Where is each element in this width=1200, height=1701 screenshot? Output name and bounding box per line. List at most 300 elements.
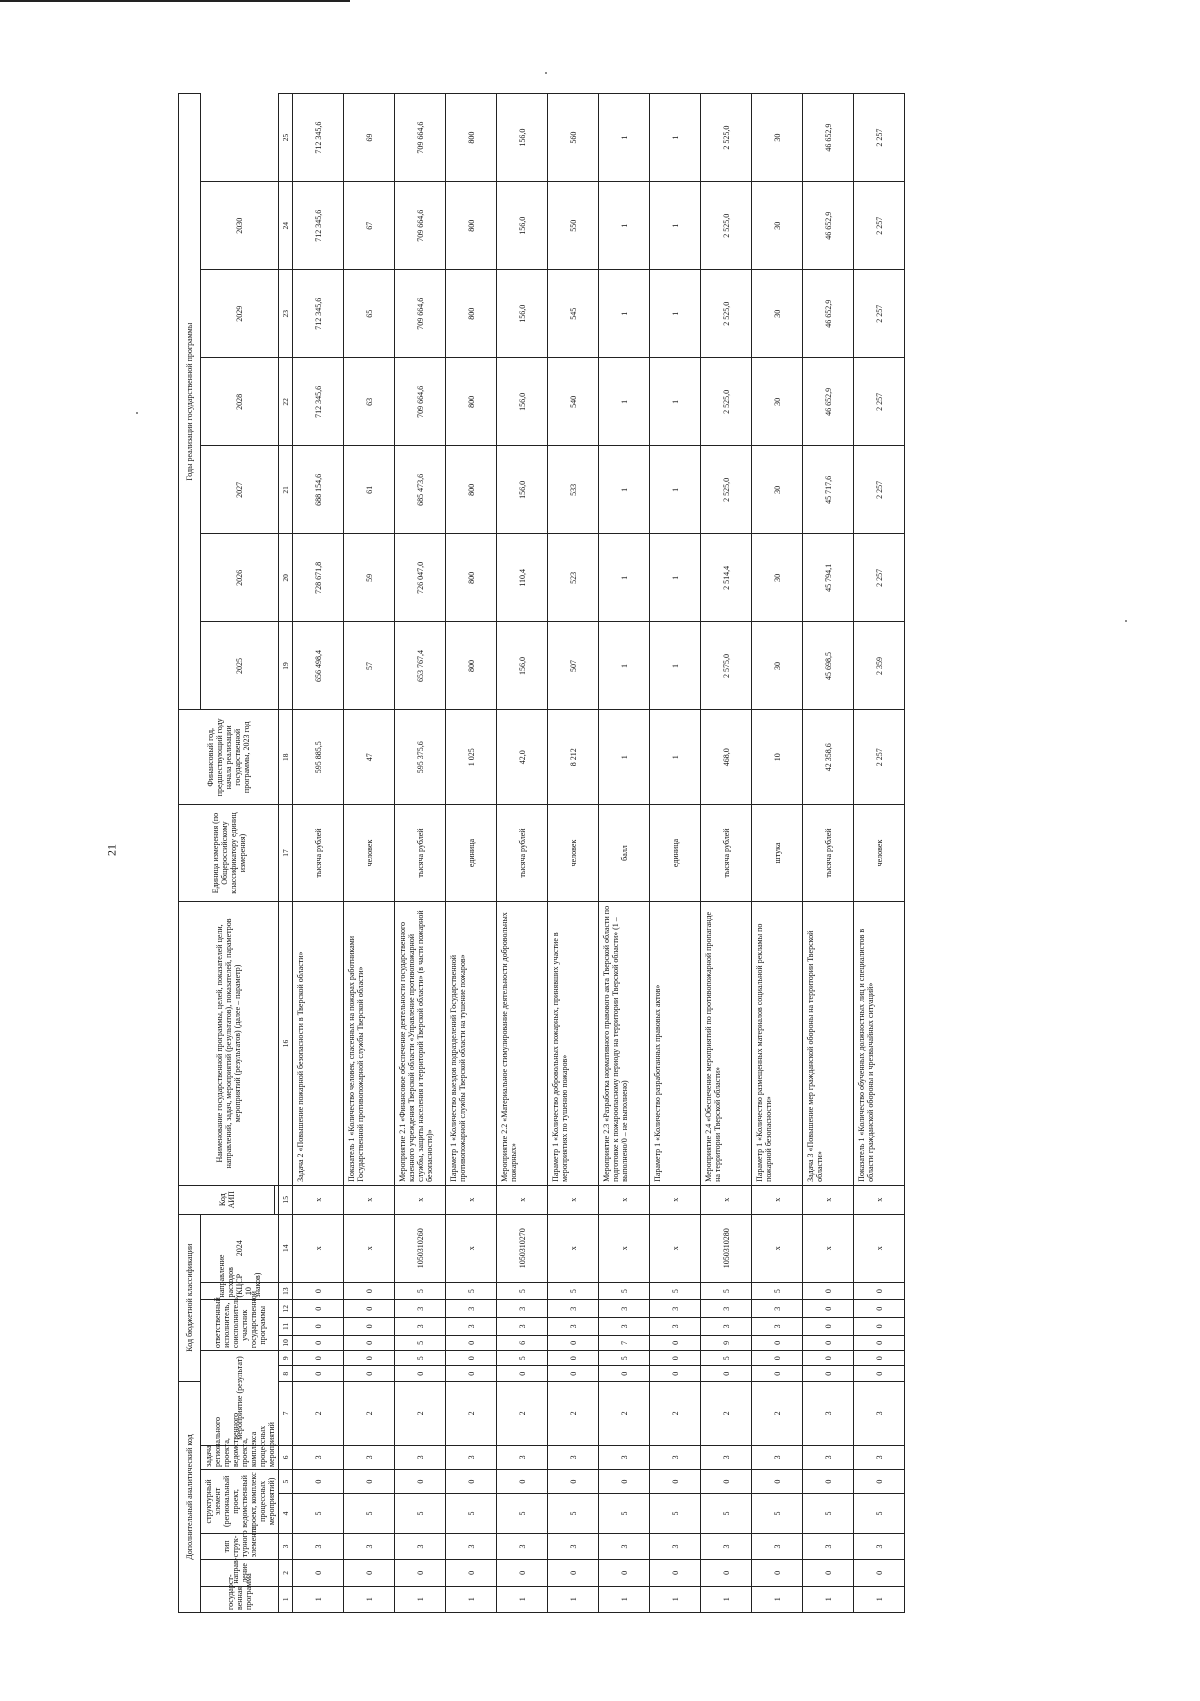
year-value-cell: 30 — [752, 182, 803, 270]
code-cell: 3 — [803, 1381, 854, 1445]
year-value-cell: 800 — [446, 534, 497, 622]
kcsr-cell: x — [650, 1214, 701, 1282]
year-value-cell: 156,0 — [497, 358, 548, 446]
year-value-cell: 2 257 — [854, 446, 905, 534]
base-year-cell: 468,0 — [701, 710, 752, 805]
year-value-cell: 46 652,9 — [803, 94, 854, 182]
year-value-cell: 2 514,4 — [701, 534, 752, 622]
code-cell: 3 — [854, 1445, 905, 1469]
table-row — [803, 94, 854, 1613]
kcsr-cell: x — [752, 1214, 803, 1282]
year-value-cell: 1 — [599, 622, 650, 710]
year-value-cell: 656 498,4 — [293, 622, 344, 710]
name-cell: Показатель 1 «Количество человек, спасенных на пожарах работниками Государственной противопожарной службы Тверской области» — [344, 901, 395, 1185]
code-cell: 0 — [344, 1560, 395, 1586]
code-cell: 0 — [344, 1469, 395, 1493]
aip-cell: x — [752, 1185, 803, 1214]
year-value-cell: 800 — [446, 358, 497, 446]
code-cell: 0 — [599, 1469, 650, 1493]
code-cell: 0 — [854, 1351, 905, 1366]
column-index-cell: 6 — [279, 1445, 293, 1469]
code-cell: 0 — [344, 1366, 395, 1381]
year-value-cell: 800 — [446, 446, 497, 534]
code-cell: 3 — [599, 1300, 650, 1318]
code-cell: 3 — [293, 1533, 344, 1559]
code-cell: 0 — [344, 1335, 395, 1350]
year-value-cell: 507 — [548, 622, 599, 710]
page-number: 21 — [104, 844, 119, 856]
code-cell: 3 — [497, 1445, 548, 1469]
year-value-cell: 2 257 — [854, 358, 905, 446]
column-index-cell: 25 — [279, 94, 293, 182]
code-cell: 0 — [854, 1366, 905, 1381]
table-row — [395, 94, 446, 1613]
code-cell: 3 — [344, 1445, 395, 1469]
code-cell: 6 — [497, 1335, 548, 1350]
unit-cell: единица — [446, 805, 497, 902]
column-index-cell: 9 — [279, 1351, 293, 1366]
code-cell: 0 — [752, 1469, 803, 1493]
code-cell: 0 — [854, 1318, 905, 1336]
year-value-cell: 550 — [548, 182, 599, 270]
aip-cell: x — [395, 1185, 446, 1214]
code-cell: 3 — [599, 1318, 650, 1336]
aip-cell: x — [446, 1185, 497, 1214]
code-cell: 0 — [395, 1469, 446, 1493]
year-value-cell: 712 345,6 — [293, 182, 344, 270]
year-value-cell: 110,4 — [497, 534, 548, 622]
base-year-cell: 595 375,6 — [395, 710, 446, 805]
code-cell: 2 — [395, 1381, 446, 1445]
column-index-cell: 10 — [279, 1335, 293, 1350]
column-index-cell: 1 — [279, 1586, 293, 1612]
code-cell: 0 — [293, 1318, 344, 1336]
header-dop-code: Дополнительный аналитический код — [179, 1381, 201, 1612]
year-value-cell: 800 — [446, 270, 497, 358]
aip-cell: x — [344, 1185, 395, 1214]
unit-cell: штука — [752, 805, 803, 902]
table-row — [446, 94, 497, 1613]
year-value-cell: 800 — [446, 182, 497, 270]
base-year-cell: 47 — [344, 710, 395, 805]
code-cell: 0 — [803, 1366, 854, 1381]
year-value-cell: 1 — [599, 534, 650, 622]
code-cell: 5 — [752, 1494, 803, 1534]
code-cell: 1 — [395, 1586, 446, 1612]
rotated-table-area — [178, 93, 1058, 1613]
header-name: Наименование государственной программы, целей, показателей цели, направлений, задач, мероприятий (результатов), показателей, параметров мероприятий (результатов) (далее – параметр) — [179, 901, 279, 1185]
kcsr-cell: x — [599, 1214, 650, 1282]
code-cell: 7 — [599, 1335, 650, 1350]
code-cell: 5 — [650, 1494, 701, 1534]
code-cell: 0 — [293, 1469, 344, 1493]
code-cell: 3 — [293, 1445, 344, 1469]
year-value-cell: 2 525,0 — [701, 94, 752, 182]
unit-cell: тысяча рублей — [701, 805, 752, 902]
code-cell: 5 — [395, 1494, 446, 1534]
column-index-cell: 24 — [279, 182, 293, 270]
code-cell: 2 — [599, 1381, 650, 1445]
year-value-cell: 69 — [344, 94, 395, 182]
year-value-cell: 2 525,0 — [701, 270, 752, 358]
base-year-cell: 42,0 — [497, 710, 548, 805]
table-row — [344, 94, 395, 1613]
column-index-cell: 4 — [279, 1494, 293, 1534]
unit-cell: тысяча рублей — [497, 805, 548, 902]
code-cell: 0 — [548, 1351, 599, 1366]
name-cell: Параметр 1 «Количество размещенных материалов социальной рекламы по пожарной безопасности» — [752, 901, 803, 1185]
year-value-cell: 2 525,0 — [701, 446, 752, 534]
year-value-cell: 45 794,1 — [803, 534, 854, 622]
base-year-cell: 1 — [650, 710, 701, 805]
code-cell: 3 — [446, 1318, 497, 1336]
year-value-cell: 1 — [650, 270, 701, 358]
scan-speck — [136, 412, 138, 414]
code-cell: 5 — [650, 1282, 701, 1300]
header-base-year: Финансовый год, предшествующий году начала реализации государственной программы, 2023 год — [179, 710, 279, 805]
code-cell: 0 — [293, 1560, 344, 1586]
column-index-cell: 15 — [279, 1185, 293, 1214]
code-cell: 0 — [446, 1366, 497, 1381]
code-cell: 2 — [701, 1381, 752, 1445]
header-ispolnitel: ответственный исполнитель, соисполнитель, участник государственной программы — [201, 1300, 279, 1351]
code-cell: 0 — [854, 1282, 905, 1300]
code-cell: 5 — [548, 1282, 599, 1300]
code-cell: 0 — [803, 1560, 854, 1586]
code-cell: 5 — [599, 1494, 650, 1534]
code-cell: 0 — [293, 1366, 344, 1381]
code-cell: 3 — [446, 1300, 497, 1318]
base-year-cell: 1 025 — [446, 710, 497, 805]
unit-cell: тысяча рублей — [803, 805, 854, 902]
column-index-cell: 5 — [279, 1469, 293, 1493]
aip-cell: x — [854, 1185, 905, 1214]
code-cell: 0 — [854, 1300, 905, 1318]
unit-cell: единица — [650, 805, 701, 902]
column-index-cell: 20 — [279, 534, 293, 622]
column-index-cell: 12 — [279, 1300, 293, 1318]
code-cell: 0 — [344, 1300, 395, 1318]
year-value-cell: 540 — [548, 358, 599, 446]
code-cell: 0 — [497, 1469, 548, 1493]
base-year-cell: 8 212 — [548, 710, 599, 805]
code-cell: 5 — [446, 1494, 497, 1534]
header-aip: Код АИП — [179, 1185, 275, 1214]
column-index-cell: 18 — [279, 710, 293, 805]
header-napravlenie-rashodov: направление расходов (КЦСР 10 знаков) — [201, 1282, 279, 1300]
aip-cell: x — [548, 1185, 599, 1214]
year-value-cell: 712 345,6 — [293, 270, 344, 358]
column-index-cell: 8 — [279, 1366, 293, 1381]
header-meropriyatie: мероприятие (результат) — [201, 1351, 279, 1446]
year-value-cell: 2 525,0 — [701, 182, 752, 270]
year-value-cell: 2 257 — [854, 182, 905, 270]
year-value-cell: 63 — [344, 358, 395, 446]
column-index-cell: 16 — [279, 901, 293, 1185]
code-cell: 2 — [497, 1381, 548, 1445]
code-cell: 0 — [650, 1469, 701, 1493]
year-value-cell: 1 — [650, 94, 701, 182]
code-cell: 0 — [293, 1282, 344, 1300]
code-cell: 5 — [548, 1494, 599, 1534]
code-cell: 0 — [548, 1560, 599, 1586]
name-cell: Показатель 1 «Количество обученных должностных лиц и специалистов в области гражданской обороны и чрезвычайных ситуаций» — [854, 901, 905, 1185]
header-year-2027: 2027 — [201, 446, 279, 534]
scan-speck — [1125, 620, 1127, 622]
year-value-cell: 59 — [344, 534, 395, 622]
code-cell: 0 — [701, 1469, 752, 1493]
code-cell: 0 — [701, 1560, 752, 1586]
unit-cell: балл — [599, 805, 650, 902]
year-value-cell: 65 — [344, 270, 395, 358]
year-value-cell: 45 717,6 — [803, 446, 854, 534]
code-cell: 3 — [803, 1533, 854, 1559]
column-index-cell: 3 — [279, 1533, 293, 1559]
year-value-cell: 30 — [752, 534, 803, 622]
base-year-cell: 595 885,5 — [293, 710, 344, 805]
year-value-cell: 45 698,5 — [803, 622, 854, 710]
code-cell: 3 — [599, 1533, 650, 1559]
code-cell: 3 — [650, 1318, 701, 1336]
year-value-cell: 30 — [752, 446, 803, 534]
code-cell: 1 — [803, 1586, 854, 1612]
column-index-row — [279, 94, 293, 1613]
header-year-2029: 2029 — [201, 270, 279, 358]
code-cell: 0 — [752, 1351, 803, 1366]
header-zadacha: задача регионального проекта, ведомственного проекта, комплекса процессных мероприятий — [201, 1445, 279, 1469]
header-budget-code: Код бюджетной классификации — [179, 1214, 201, 1381]
name-cell: Параметр 1 «Количество добровольных пожарных, принявших участие в мероприятиях по тушению пожаров» — [548, 901, 599, 1185]
unit-cell: человек — [854, 805, 905, 902]
code-cell: 5 — [752, 1282, 803, 1300]
year-value-cell: 1 — [599, 182, 650, 270]
code-cell: 3 — [701, 1533, 752, 1559]
code-cell: 5 — [344, 1494, 395, 1534]
code-cell: 3 — [752, 1445, 803, 1469]
year-value-cell: 156,0 — [497, 182, 548, 270]
code-cell: 0 — [803, 1318, 854, 1336]
code-cell: 3 — [650, 1300, 701, 1318]
year-value-cell: 2 257 — [854, 270, 905, 358]
code-cell: 5 — [293, 1494, 344, 1534]
header-year-2025: 2025 — [201, 622, 279, 710]
year-value-cell: 2 257 — [854, 534, 905, 622]
code-cell: 1 — [344, 1586, 395, 1612]
column-index-cell: 14 — [279, 1214, 293, 1282]
year-value-cell: 545 — [548, 270, 599, 358]
code-cell: 3 — [497, 1533, 548, 1559]
column-index-cell: 22 — [279, 358, 293, 446]
code-cell: 5 — [854, 1494, 905, 1534]
code-cell: 3 — [701, 1318, 752, 1336]
unit-cell: человек — [344, 805, 395, 902]
year-value-cell: 30 — [752, 270, 803, 358]
code-cell: 3 — [497, 1300, 548, 1318]
code-cell: 3 — [854, 1381, 905, 1445]
year-value-cell: 2 575,0 — [701, 622, 752, 710]
header-year-2030: 2030 — [201, 182, 279, 270]
year-value-cell: 1 — [650, 446, 701, 534]
top-rule — [0, 0, 350, 2]
year-value-cell: 30 — [752, 358, 803, 446]
code-cell: 0 — [446, 1351, 497, 1366]
code-cell: 5 — [803, 1494, 854, 1534]
code-cell: 3 — [446, 1533, 497, 1559]
code-cell: 3 — [395, 1533, 446, 1559]
table-row — [752, 94, 803, 1613]
code-cell: 0 — [548, 1335, 599, 1350]
code-cell: 5 — [701, 1494, 752, 1534]
code-cell: 5 — [599, 1282, 650, 1300]
code-cell: 3 — [548, 1300, 599, 1318]
code-cell: 3 — [395, 1300, 446, 1318]
code-cell: 0 — [548, 1469, 599, 1493]
code-cell: 5 — [395, 1351, 446, 1366]
table-row — [854, 94, 905, 1613]
header-gos-program: государст- венная программа — [201, 1586, 279, 1612]
year-value-cell: 688 154,6 — [293, 446, 344, 534]
code-cell: 3 — [344, 1533, 395, 1559]
code-cell: 3 — [752, 1318, 803, 1336]
year-value-cell: 67 — [344, 182, 395, 270]
code-cell: 9 — [701, 1335, 752, 1350]
column-index-cell: 17 — [279, 805, 293, 902]
column-index-cell: 7 — [279, 1381, 293, 1445]
year-value-cell: 30 — [752, 94, 803, 182]
code-cell: 0 — [497, 1560, 548, 1586]
code-cell: 0 — [803, 1335, 854, 1350]
aip-cell: x — [650, 1185, 701, 1214]
year-value-cell: 156,0 — [497, 270, 548, 358]
name-cell: Мероприятие 2.4 «Обеспечение мероприятий по противопожарной пропаганде на территории Тверской области» — [701, 901, 752, 1185]
year-value-cell: 709 664,6 — [395, 358, 446, 446]
year-value-cell: 156,0 — [497, 94, 548, 182]
year-value-cell: 800 — [446, 622, 497, 710]
header-tip: тип струк- турного элемента — [201, 1533, 279, 1559]
code-cell: 0 — [344, 1318, 395, 1336]
code-cell: 3 — [752, 1300, 803, 1318]
year-value-cell: 712 345,6 — [293, 94, 344, 182]
name-cell: Задача 2 «Повышение пожарной безопасности в Тверской области» — [293, 901, 344, 1185]
code-cell: 3 — [803, 1445, 854, 1469]
table-row — [548, 94, 599, 1613]
code-cell: 0 — [854, 1469, 905, 1493]
year-value-cell: 30 — [752, 622, 803, 710]
code-cell: 0 — [752, 1366, 803, 1381]
column-index-cell: 2 — [279, 1560, 293, 1586]
year-value-cell: 57 — [344, 622, 395, 710]
year-value-cell: 1 — [599, 446, 650, 534]
year-value-cell: 685 473,6 — [395, 446, 446, 534]
kcsr-cell: x — [293, 1214, 344, 1282]
code-cell: 3 — [497, 1318, 548, 1336]
code-cell: 0 — [701, 1366, 752, 1381]
kcsr-cell: 1050310260 — [395, 1214, 446, 1282]
year-value-cell: 709 664,6 — [395, 182, 446, 270]
code-cell: 5 — [395, 1282, 446, 1300]
header-unit: Единица измерения (по Общероссийскому классификатору единиц измерения) — [179, 805, 279, 902]
code-cell: 3 — [701, 1445, 752, 1469]
year-value-cell: 1 — [650, 182, 701, 270]
column-index-cell: 11 — [279, 1318, 293, 1336]
header-years-group: Годы реализации государственной программы — [179, 94, 201, 710]
kcsr-cell: x — [446, 1214, 497, 1282]
kcsr-cell: 1050310270 — [497, 1214, 548, 1282]
kcsr-cell: x — [854, 1214, 905, 1282]
year-value-cell: 1 — [599, 94, 650, 182]
code-cell: 0 — [344, 1351, 395, 1366]
aip-cell: x — [701, 1185, 752, 1214]
table-row — [293, 94, 344, 1613]
aip-cell: x — [497, 1185, 548, 1214]
kcsr-cell: x — [548, 1214, 599, 1282]
table-row — [497, 94, 548, 1613]
code-cell: 0 — [752, 1560, 803, 1586]
code-cell: 3 — [548, 1533, 599, 1559]
year-value-cell: 1 — [650, 622, 701, 710]
base-year-cell: 1 — [599, 710, 650, 805]
code-cell: 3 — [395, 1318, 446, 1336]
base-year-cell: 42 358,6 — [803, 710, 854, 805]
year-value-cell: 156,0 — [497, 446, 548, 534]
code-cell: 3 — [395, 1445, 446, 1469]
year-value-cell: 728 671,8 — [293, 534, 344, 622]
code-cell: 0 — [854, 1335, 905, 1350]
column-index-cell: 23 — [279, 270, 293, 358]
kcsr-cell: 1050310280 — [701, 1214, 752, 1282]
aip-cell: x — [599, 1185, 650, 1214]
table-row — [701, 94, 752, 1613]
code-cell: 2 — [344, 1381, 395, 1445]
year-value-cell: 46 652,9 — [803, 182, 854, 270]
table-row — [650, 94, 701, 1613]
year-value-cell: 156,0 — [497, 622, 548, 710]
year-value-cell: 61 — [344, 446, 395, 534]
scan-speck — [545, 72, 547, 74]
code-cell: 1 — [293, 1586, 344, 1612]
table-row — [599, 94, 650, 1613]
code-cell: 3 — [854, 1533, 905, 1559]
code-cell: 5 — [497, 1282, 548, 1300]
code-cell: 1 — [548, 1586, 599, 1612]
code-cell: 0 — [344, 1282, 395, 1300]
year-value-cell: 726 047,0 — [395, 534, 446, 622]
code-cell: 0 — [650, 1335, 701, 1350]
code-cell: 0 — [446, 1560, 497, 1586]
code-cell: 1 — [752, 1586, 803, 1612]
unit-cell: человек — [548, 805, 599, 902]
header-napravlenie: направ- ление — [201, 1560, 279, 1586]
year-value-cell: 709 664,6 — [395, 270, 446, 358]
code-cell: 0 — [650, 1366, 701, 1381]
header-year-2024: 2024 — [201, 1214, 279, 1282]
code-cell: 0 — [803, 1300, 854, 1318]
code-cell: 0 — [395, 1560, 446, 1586]
name-cell: Задача 3 «Повышение мер гражданской обороны на территории Тверской области» — [803, 901, 854, 1185]
aip-cell: x — [293, 1185, 344, 1214]
code-cell: 0 — [446, 1335, 497, 1350]
year-value-cell: 46 652,9 — [803, 270, 854, 358]
code-cell: 0 — [446, 1469, 497, 1493]
table-body — [279, 94, 905, 1613]
code-cell: 1 — [854, 1586, 905, 1612]
code-cell: 3 — [548, 1318, 599, 1336]
year-value-cell: 1 — [650, 358, 701, 446]
year-value-cell: 712 345,6 — [293, 358, 344, 446]
year-value-cell: 1 — [599, 358, 650, 446]
code-cell: 0 — [803, 1351, 854, 1366]
code-cell: 5 — [497, 1351, 548, 1366]
